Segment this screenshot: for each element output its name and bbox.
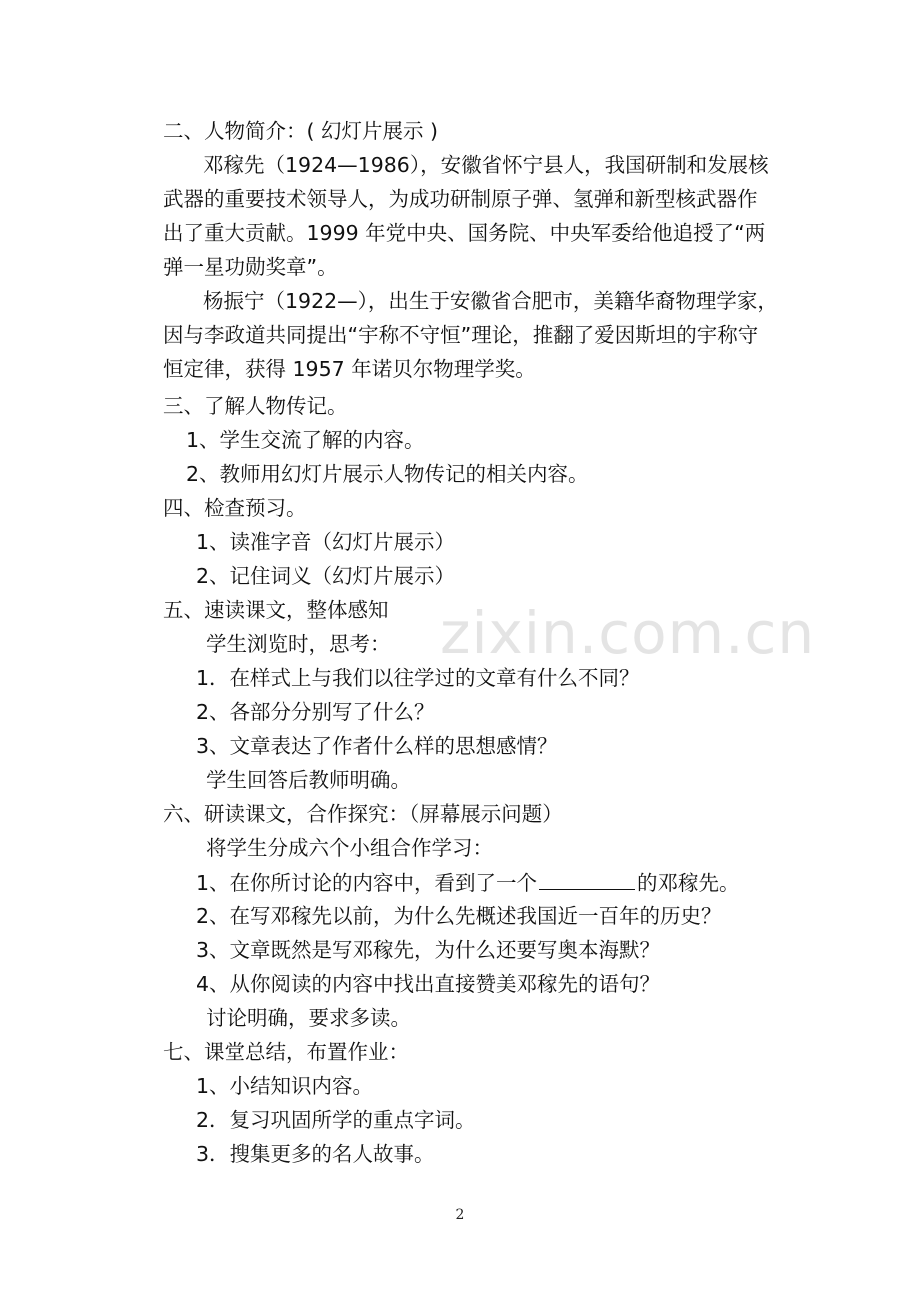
list-item: 3、文章既然是写邓稼先，为什么还要写奥本海默？ <box>196 938 661 962</box>
page-number: 2 <box>455 1207 465 1223</box>
watermark: zixin.com.cn <box>440 599 816 667</box>
section-heading-biography: 三、了解人物传记。 <box>163 394 348 418</box>
list-item: 3．搜集更多的名人故事。 <box>196 1142 435 1166</box>
list-item: 1、读准字音（幻灯片展示） <box>196 530 456 554</box>
section-heading-preview-check: 四、检查预习。 <box>163 496 307 520</box>
section-heading-character-intro: 二、人物简介：( 幻灯片展示 ) <box>163 119 439 143</box>
paragraph-deng-line-2: 武器的重要技术领导人，为成功研制原子弹、氢弹和新型核武器作 <box>163 187 758 211</box>
section-outro: 讨论明确，要求多读。 <box>206 1006 411 1030</box>
list-item: 2、教师用幻灯片展示人物传记的相关内容。 <box>186 462 589 486</box>
list-item: 3、文章表达了作者什么样的思想感情？ <box>196 734 558 758</box>
list-item: 2、各部分分别写了什么？ <box>196 700 435 724</box>
list-item: 2．复习巩固所学的重点字词。 <box>196 1108 476 1132</box>
paragraph-yang-line-2: 因与李政道共同提出“宇称不守恒”理论，推翻了爱因斯坦的宇称守 <box>163 323 759 347</box>
paragraph-deng-line-4: 弹一星功勋奖章”。 <box>163 255 338 279</box>
list-item <box>196 865 740 899</box>
list-item: 1、学生交流了解的内容。 <box>186 428 425 452</box>
section-heading-study-explore: 六、研读课文，合作探究：（屏幕展示问题） <box>163 802 563 826</box>
list-item: 2、在写邓稼先以前，为什么先概述我国近一百年的历史？ <box>196 904 722 928</box>
section-heading-speed-reading: 五、速读课文，整体感知 <box>163 598 389 622</box>
paragraph-deng-line-3: 出了重大贡献。1999 年党中央、国务院、中央军委给他追授了“两 <box>163 221 766 245</box>
list-item: 2、记住词义（幻灯片展示） <box>196 564 456 588</box>
section-heading-summary: 七、课堂总结，布置作业： <box>163 1040 409 1064</box>
list-item: 1、小结知识内容。 <box>196 1074 374 1098</box>
fill-in-blank <box>539 865 635 890</box>
list-item: 4、从你阅读的内容中找出直接赞美邓稼先的语句？ <box>196 972 661 996</box>
list-item: 1．在样式上与我们以往学过的文章有什么不同？ <box>196 666 640 690</box>
section-intro: 学生浏览时，思考： <box>206 632 391 656</box>
list-item-text: 1、在你所讨论的内容中，看到了一个 <box>196 871 538 895</box>
section-outro: 学生回答后教师明确。 <box>206 768 411 792</box>
list-item-text: 的邓稼先。 <box>637 871 740 895</box>
section-intro: 将学生分成六个小组合作学习： <box>206 836 493 860</box>
paragraph-yang-line-3: 恒定律，获得 1957 年诺贝尔物理学奖。 <box>163 357 536 381</box>
paragraph-deng-line-1: 邓稼先（1924—1986），安徽省怀宁县人，我国研制和发展核 <box>203 153 769 177</box>
paragraph-yang-line-1: 杨振宁（1922—），出生于安徽省合肥市，美籍华裔物理学家， <box>203 289 778 313</box>
